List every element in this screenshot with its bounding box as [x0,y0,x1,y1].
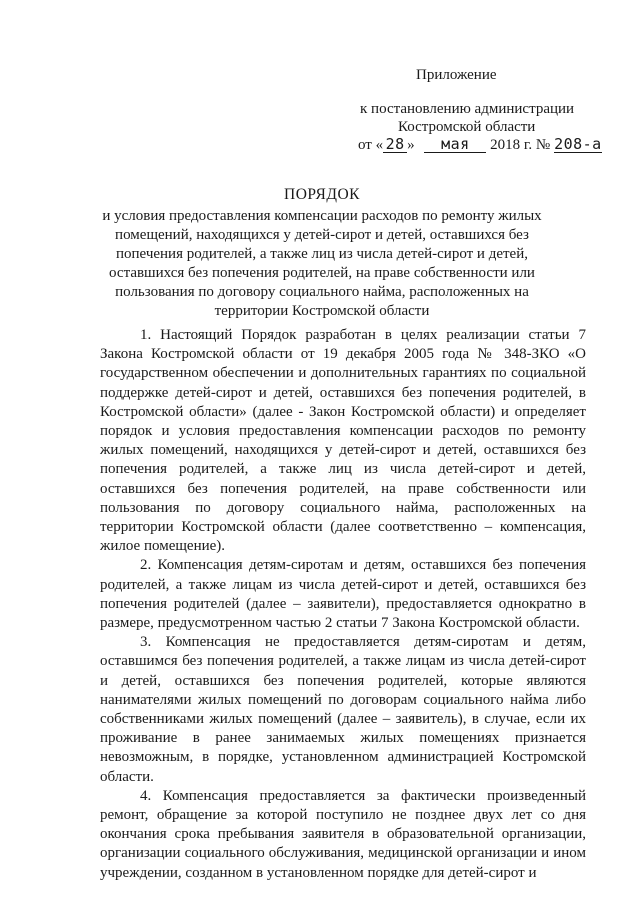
date-month: мая [424,137,486,153]
paragraph-1: 1. Настоящий Порядок разработан в целях реализации статьи 7 Закона Костромской области от 19 декабря 2005 года № 348-ЗКО «О государственном обеспечении и дополнительных гарантиях по социальной поддержке детей-сирот и детей, оставшихся без попечения родителей, в Костромской области» (далее - Закон Костромской области) и определяет порядок и условия предоставления компенсации расходов по ремонту жилых помещений, находящихся у детей-сирот и детей, оставшихся без попечения родителей, а также лиц из числа детей-сирот и детей, оставшихся без попечения родителей, на праве собственности или пользования по договору социального найма, расположенных на территории Костромской области (далее соответственно – компенсация, жилое помещение). [100,327,586,555]
resolution-reference: к постановлению администрации [360,101,575,117]
paragraph-3: 3. Компенсация не предоставляется детям-сиротам и детям, оставшимся без попечения родителей, а также лицам из числа детей-сирот и детей, оставшихся без попечения родителей, которые являются нанимателями жилых помещений по договорам социального найма либо собственниками жилых помещений (далее – заявитель), в случае, если их проживание в ранее занимаемых жилых помещениях признается невозможным, в порядке, установленном администрацией Костромской области. [100,634,586,785]
document-title [80,185,564,321]
resolution-number: 208-а [554,135,602,153]
date-mid: » [407,137,415,153]
title-subtitle: и условия предоставления компенсации расходов по ремонту жилых помещений, находящихся у детей-сирот и детей, оставшихся без попечения родителей, а также лиц из числа детей-сирот и детей, оставшихся без попечения родителей, на праве собственности или пользования по договору социального найма, расположенных на территории Костромской области [102,208,542,319]
resolution-date-number [358,136,602,155]
year-label: 2018 г. № [490,137,551,153]
appendix-label: Приложение [416,67,497,83]
paragraph-2: 2. Компенсация детям-сиротам и детям, оставшихся без попечения родителей, а также лицам из числа детей-сирот и детей, оставшихся без попечения родителей (далее – заявители), предоставляется однократно в размере, предусмотренном частью 2 статьи 7 Закона Костромской области. [100,557,586,632]
region-name: Костромской области [398,119,536,135]
paragraph-4: 4. Компенсация предоставляется за фактически произведенный ремонт, обращение за которой поступило не позднее двух лет со дня окончания срока пребывания заявителя в образовательной организации, организации социального обслуживания, медицинской организации и ином учреждении, созданном в установленном порядке для детей-сирот и [100,787,586,881]
date-day: 28 [383,137,407,153]
document-body [100,326,586,883]
title-main: ПОРЯДОК [284,186,360,203]
date-prefix: от « [358,137,384,153]
